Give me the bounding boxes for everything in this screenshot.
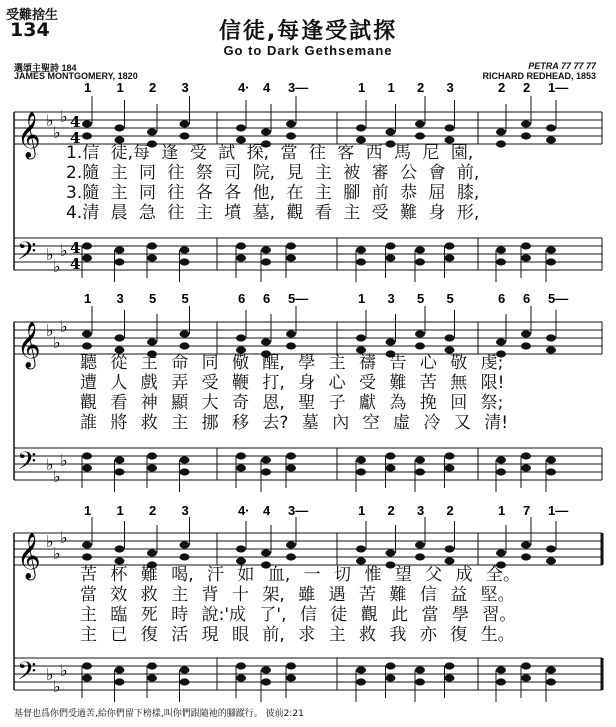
bass-note xyxy=(286,674,296,681)
key-signature-flat: ♭ xyxy=(60,317,68,336)
bass-note xyxy=(115,468,125,475)
jianpu-number: 3 xyxy=(387,291,395,306)
jianpu-number: 4 xyxy=(263,80,271,95)
key-signature-flat: ♭ xyxy=(53,257,61,276)
hymn-english-title: Go to Dark Gethsemane xyxy=(223,43,393,58)
treble-note xyxy=(147,128,157,135)
bass-note xyxy=(546,468,556,475)
treble-note xyxy=(445,545,455,552)
treble-note xyxy=(115,124,125,131)
jianpu-number: 1 xyxy=(498,503,506,518)
jianpu-number: 4· xyxy=(238,80,250,95)
author-credit: JAMES MONTGOMERY, 1820 xyxy=(14,71,138,81)
jianpu-number: 6 xyxy=(263,291,271,306)
treble-note xyxy=(546,557,556,564)
jianpu-number: 5 xyxy=(181,291,189,306)
jianpu-number: 1 xyxy=(84,503,92,518)
lyric-line-verse-3: 3.隨 主 同 往 各 各 他, 在 主 腳 前 恭 屈 膝, xyxy=(66,183,480,203)
jianpu-number: 1 xyxy=(358,503,366,518)
jianpu-number: 5— xyxy=(288,291,309,306)
treble-note xyxy=(286,330,296,337)
bass-note xyxy=(115,246,125,253)
treble-note xyxy=(236,124,246,131)
key-signature-flat: ♭ xyxy=(60,241,68,260)
treble-note xyxy=(236,545,246,552)
treble-note xyxy=(415,120,425,127)
bass-note xyxy=(496,468,506,475)
key-signature-flat: ♭ xyxy=(60,528,68,547)
key-signature-flat: ♭ xyxy=(46,665,54,684)
bass-note xyxy=(496,246,506,253)
bass-note xyxy=(147,452,157,459)
bass-note xyxy=(261,468,271,475)
jianpu-number: 3 xyxy=(116,291,124,306)
bass-note xyxy=(115,456,125,463)
bass-note xyxy=(286,452,296,459)
key-signature-flat: ♭ xyxy=(60,451,68,470)
bass-note xyxy=(386,464,396,471)
treble-clef: 𝄞 xyxy=(17,533,41,579)
bass-note xyxy=(386,452,396,459)
jianpu-number: 1 xyxy=(84,291,92,306)
bass-note xyxy=(286,242,296,249)
tune-name: PETRA 77 77 77 xyxy=(528,61,596,71)
treble-note xyxy=(521,120,531,127)
bass-note xyxy=(521,452,531,459)
jianpu-number: 2 xyxy=(446,503,454,518)
treble-note xyxy=(356,545,366,552)
jianpu-number: 6 xyxy=(498,291,506,306)
bass-note xyxy=(415,258,425,265)
treble-note xyxy=(546,124,556,131)
lyric-line-verse-4: 主 已 復 活 現 眼 前, 求 主 救 我 亦 復 生。 xyxy=(80,625,515,645)
bass-note xyxy=(415,666,425,673)
treble-note xyxy=(546,346,556,353)
treble-note xyxy=(521,541,531,548)
bass-note xyxy=(546,258,556,265)
jianpu-number: 3— xyxy=(288,503,309,518)
key-signature-flat: ♭ xyxy=(53,123,61,142)
jianpu-number: 2 xyxy=(498,80,506,95)
treble-note xyxy=(521,553,531,560)
jianpu-number: 5 xyxy=(446,291,454,306)
bass-note xyxy=(261,258,271,265)
bass-note xyxy=(415,678,425,685)
jianpu-number: 6 xyxy=(523,291,531,306)
bass-note xyxy=(521,254,531,261)
treble-note xyxy=(180,120,190,127)
jianpu-number: 2 xyxy=(523,80,531,95)
bass-clef: 𝄢 xyxy=(17,237,37,272)
bass-note xyxy=(356,678,366,685)
bass-note xyxy=(386,242,396,249)
bass-note xyxy=(236,254,246,261)
bass-note xyxy=(286,464,296,471)
jianpu-number: 1— xyxy=(548,80,569,95)
treble-note xyxy=(496,140,506,147)
treble-note xyxy=(356,334,366,341)
bass-note xyxy=(415,246,425,253)
jianpu-number: 4 xyxy=(263,503,271,518)
bass-note xyxy=(147,242,157,249)
treble-note xyxy=(415,541,425,548)
bass-note xyxy=(356,246,366,253)
bass-note xyxy=(236,452,246,459)
bass-note xyxy=(386,254,396,261)
key-signature-flat: ♭ xyxy=(46,455,54,474)
time-signature: 4 xyxy=(70,129,81,147)
bass-note xyxy=(82,674,92,681)
bass-note xyxy=(445,662,455,669)
bass-note xyxy=(82,662,92,669)
lyric-line-verse-4: 誰 將 救 主 挪 移 去? 墓 內 空 虛 冷 又 清! xyxy=(80,413,509,433)
key-signature-flat: ♭ xyxy=(46,532,54,551)
bass-note xyxy=(261,456,271,463)
bass-note xyxy=(115,666,125,673)
treble-note xyxy=(115,545,125,552)
bass-note xyxy=(82,452,92,459)
jianpu-number: 1 xyxy=(387,80,395,95)
bass-note xyxy=(356,456,366,463)
bass-note xyxy=(286,254,296,261)
treble-note xyxy=(521,342,531,349)
jianpu-number: 2 xyxy=(417,80,425,95)
bass-note xyxy=(496,456,506,463)
bass-note xyxy=(147,674,157,681)
treble-note xyxy=(286,541,296,548)
lyric-line-verse-3: 主 臨 死 時 說:'成 了', 信 徒 觀 此 當 學 習。 xyxy=(80,605,517,625)
bass-note xyxy=(236,464,246,471)
treble-note xyxy=(261,338,271,345)
treble-note xyxy=(521,330,531,337)
jianpu-number: 3— xyxy=(288,80,309,95)
treble-note xyxy=(546,545,556,552)
treble-note xyxy=(82,330,92,337)
hymn-title: 信徒,每逢受試探 xyxy=(218,19,398,44)
treble-note xyxy=(286,120,296,127)
bass-clef: 𝄢 xyxy=(17,657,37,692)
bass-note xyxy=(82,254,92,261)
key-signature-flat: ♭ xyxy=(60,107,68,126)
lyric-line-verse-2: 當 效 救 主 背 十 架, 雖 遇 苦 難 信 益 堅。 xyxy=(80,585,515,605)
treble-note xyxy=(386,549,396,556)
key-signature-flat: ♭ xyxy=(53,677,61,696)
key-signature-flat: ♭ xyxy=(46,321,54,340)
lyric-line-verse-3: 觀 看 神 顯 大 奇 恩, 聖 子 獻 為 挽 回 祭; xyxy=(80,393,504,413)
lyric-line-verse-2: 2.隨 主 同 往 祭 司 院, 見 主 被 審 公 會 前, xyxy=(66,163,480,183)
bass-note xyxy=(415,456,425,463)
bass-note xyxy=(180,468,190,475)
bass-note xyxy=(386,674,396,681)
treble-note xyxy=(261,128,271,135)
bass-note xyxy=(180,258,190,265)
jianpu-number: 3 xyxy=(181,80,189,95)
bass-note xyxy=(180,456,190,463)
bass-note xyxy=(521,674,531,681)
lyric-line-verse-2: 遭 人 戲 弄 受 鞭 打, 身 心 受 難 苦 無 限! xyxy=(80,373,505,393)
jianpu-number: 1— xyxy=(548,503,569,518)
bass-note xyxy=(82,464,92,471)
lyric-line-verse-1: 聽 從 主 命 同 儆 醒, 學 主 禱 告 心 敬 虔; xyxy=(80,353,504,373)
jianpu-number: 2 xyxy=(387,503,395,518)
bass-note xyxy=(496,678,506,685)
treble-note xyxy=(180,541,190,548)
jianpu-number: 5 xyxy=(417,291,425,306)
hymn-number: 134 xyxy=(10,19,50,41)
treble-note xyxy=(82,120,92,127)
bass-note xyxy=(147,662,157,669)
bass-note xyxy=(356,666,366,673)
bass-note xyxy=(546,246,556,253)
bass-note xyxy=(261,678,271,685)
bass-note xyxy=(546,678,556,685)
bass-note xyxy=(115,678,125,685)
bass-note xyxy=(236,662,246,669)
bass-note xyxy=(546,456,556,463)
scripture-footnote: 基督也爲你們受過苦,給你們留下榜樣,叫你們跟隨祂的腳蹤行。 彼前2:21 xyxy=(14,709,304,719)
treble-note xyxy=(147,338,157,345)
treble-note xyxy=(386,338,396,345)
bass-note xyxy=(261,246,271,253)
lyric-line-verse-1: 1.信 徒,每 逢 受 試 探, 當 往 客 西 馬 尼 園, xyxy=(66,143,474,163)
time-signature: 4 xyxy=(70,113,81,131)
jianpu-number: 5— xyxy=(548,291,569,306)
bass-note xyxy=(356,258,366,265)
treble-clef: 𝄞 xyxy=(17,112,41,158)
bass-note xyxy=(546,666,556,673)
bass-note xyxy=(521,662,531,669)
hymn-section-label: 受難捨生 xyxy=(6,8,59,23)
treble-note xyxy=(546,334,556,341)
treble-note xyxy=(496,549,506,556)
bass-note xyxy=(445,242,455,249)
time-signature: 4 xyxy=(70,255,81,273)
bass-note xyxy=(236,242,246,249)
bass-note xyxy=(261,666,271,673)
treble-note xyxy=(115,334,125,341)
jianpu-number: 5 xyxy=(149,291,157,306)
bass-note xyxy=(356,468,366,475)
source-reference: 選頌主聖詩 184 xyxy=(14,63,77,73)
treble-note xyxy=(356,124,366,131)
bass-note xyxy=(115,258,125,265)
bass-note xyxy=(496,258,506,265)
bass-note xyxy=(415,468,425,475)
lyric-line-verse-4: 4.清 晨 急 往 主 墳 墓, 觀 看 主 受 難 身 形, xyxy=(66,203,480,223)
composer-credit: RICHARD REDHEAD, 1853 xyxy=(482,71,596,81)
jianpu-number: 2 xyxy=(149,503,157,518)
treble-note xyxy=(180,330,190,337)
bass-note xyxy=(180,678,190,685)
bass-note xyxy=(147,254,157,261)
bass-clef: 𝄢 xyxy=(17,447,37,482)
treble-note xyxy=(496,128,506,135)
treble-clef: 𝄞 xyxy=(17,322,41,368)
jianpu-number: 1 xyxy=(116,80,124,95)
treble-note xyxy=(521,132,531,139)
bass-note xyxy=(445,452,455,459)
bass-note xyxy=(521,242,531,249)
bass-note xyxy=(286,662,296,669)
bass-note xyxy=(496,666,506,673)
treble-note xyxy=(496,338,506,345)
jianpu-number: 1 xyxy=(358,80,366,95)
treble-note xyxy=(261,549,271,556)
bass-note xyxy=(386,662,396,669)
key-signature-flat: ♭ xyxy=(60,661,68,680)
jianpu-number: 3 xyxy=(181,503,189,518)
bass-note xyxy=(445,464,455,471)
treble-note xyxy=(546,136,556,143)
key-signature-flat: ♭ xyxy=(46,245,54,264)
bass-note xyxy=(147,464,157,471)
jianpu-number: 4· xyxy=(238,503,250,518)
bass-note xyxy=(82,242,92,249)
lyric-line-verse-1: 苦 杯 難 喝, 汗 如 血, 一 切 惟 望 父 成 全。 xyxy=(80,565,521,585)
bass-note xyxy=(236,674,246,681)
bass-note xyxy=(180,666,190,673)
bass-note xyxy=(180,246,190,253)
bass-note xyxy=(445,674,455,681)
jianpu-number: 1 xyxy=(358,291,366,306)
treble-note xyxy=(147,549,157,556)
treble-note xyxy=(415,330,425,337)
treble-note xyxy=(82,541,92,548)
jianpu-number: 1 xyxy=(84,80,92,95)
jianpu-number: 3 xyxy=(446,80,454,95)
treble-note xyxy=(445,334,455,341)
jianpu-number: 3 xyxy=(417,503,425,518)
key-signature-flat: ♭ xyxy=(46,111,54,130)
jianpu-number: 1 xyxy=(116,503,124,518)
treble-note xyxy=(386,128,396,135)
bass-note xyxy=(445,254,455,261)
key-signature-flat: ♭ xyxy=(53,467,61,486)
key-signature-flat: ♭ xyxy=(53,544,61,563)
jianpu-number: 6 xyxy=(238,291,246,306)
treble-note xyxy=(445,124,455,131)
treble-note xyxy=(236,334,246,341)
jianpu-number: 2 xyxy=(149,80,157,95)
bass-note xyxy=(521,464,531,471)
key-signature-flat: ♭ xyxy=(53,333,61,352)
time-signature: 4 xyxy=(70,239,81,257)
jianpu-number: 7 xyxy=(523,503,531,518)
